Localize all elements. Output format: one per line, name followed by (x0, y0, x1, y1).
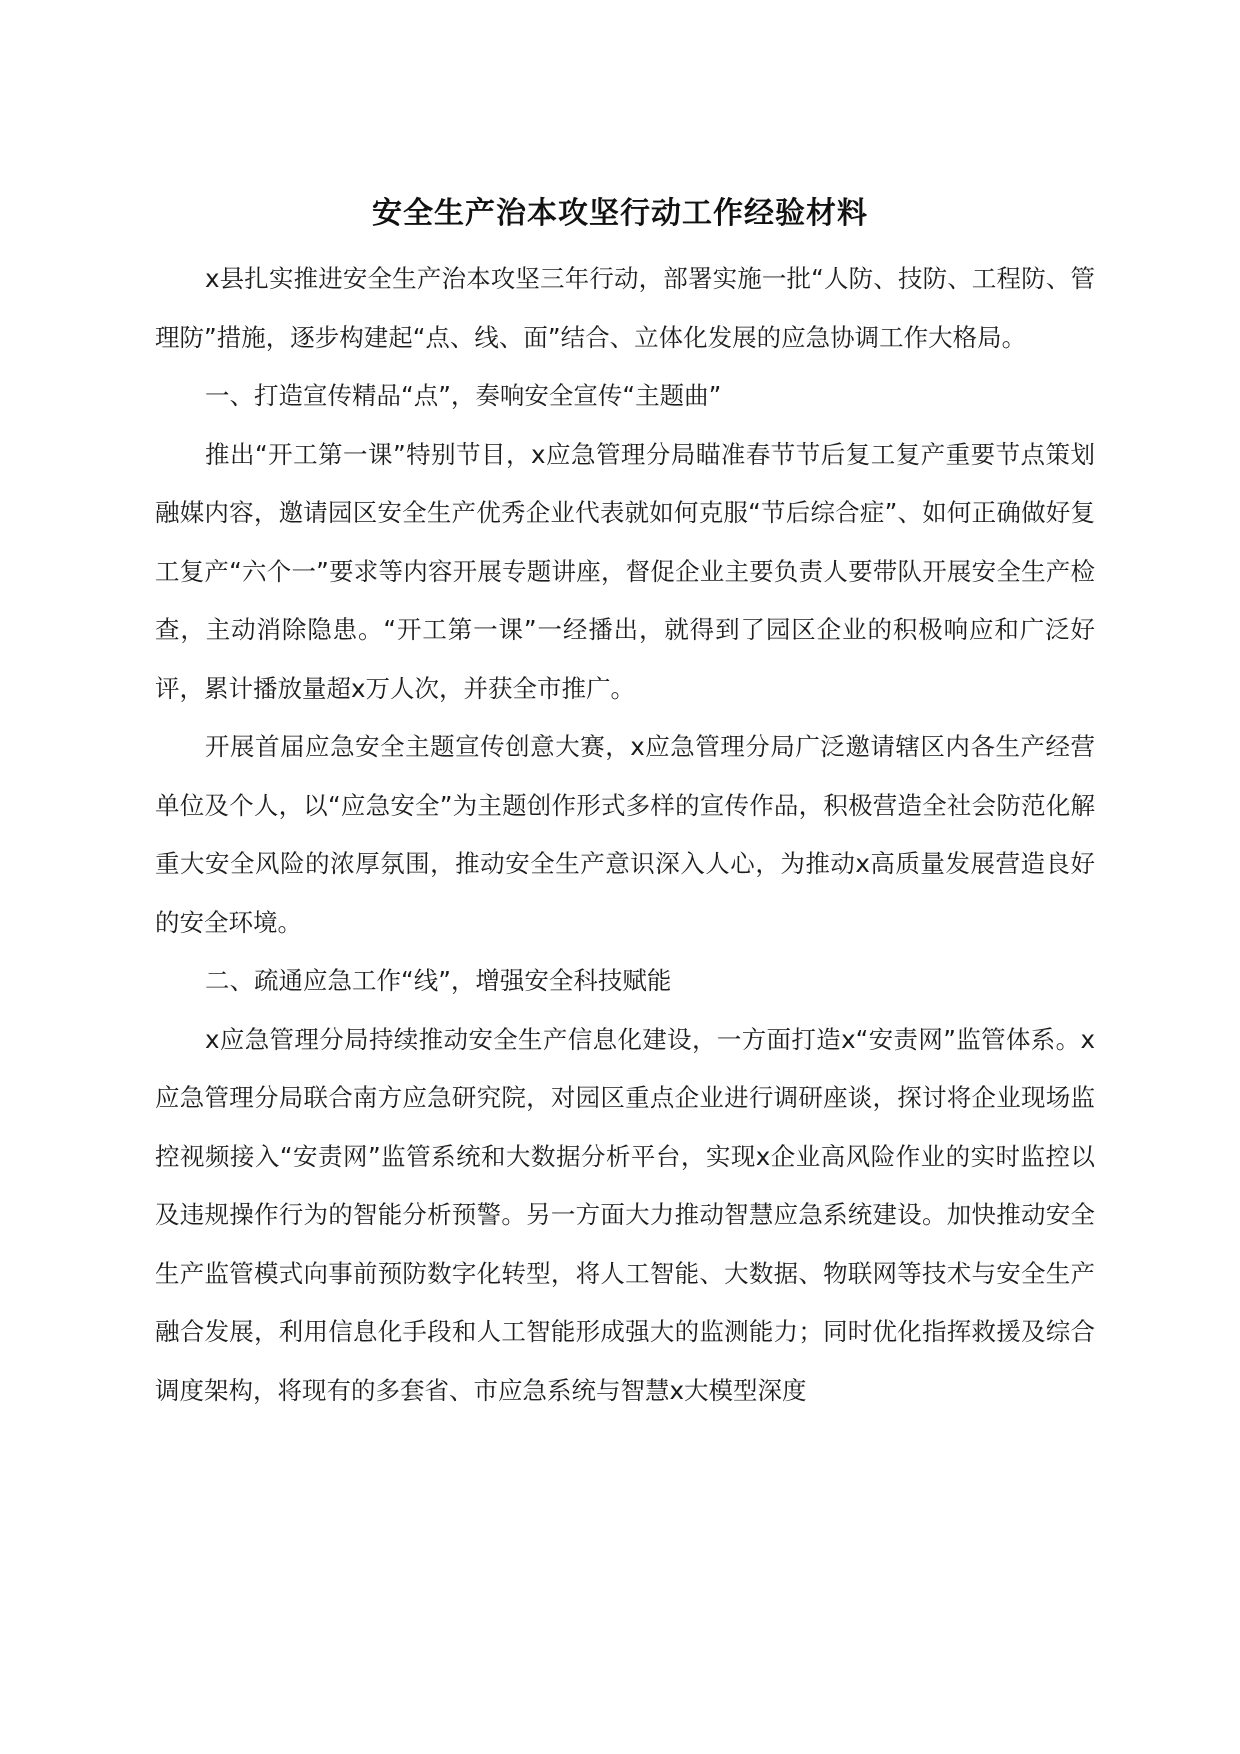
document-title: 安全生产治本攻坚行动工作经验材料 (372, 196, 868, 231)
section-heading-1: 一、打造宣传精品“点”，奏响安全宣传“主题曲” (205, 381, 722, 410)
paragraph-intro: x县扎实推进安全生产治本攻坚三年行动，部署实施一批“人防、技防、工程防、管理防”措施，逐步构建起“点、线、面”结合、立体化发展的应急协调工作大格局。 (155, 264, 1095, 352)
section-heading-2: 二、疏通应急工作“线”，增强安全科技赋能 (205, 966, 672, 995)
paragraph-section-1-a: 推出“开工第一课”特别节目，x应急管理分局瞄准春节节后复工复产重要节点策划融媒内容，邀请园区安全生产优秀企业代表就如何克服“节后综合症”、如何正确做好复工复产“六个一”要求等内容开展专题讲座，督促企业主要负责人要带队开展安全生产检查，主动消除隐患。“开工第一课”一经播出，就得到了园区企业的积极响应和广泛好评，累计播放量超x万人次，并获全市推广。 (155, 439, 1095, 703)
document-body (155, 250, 1095, 1420)
paragraph-section-1-b: 开展首届应急安全主题宣传创意大赛，x应急管理分局广泛邀请辖区内各生产经营单位及个人，以“应急安全”为主题创作形式多样的宣传作品，积极营造全社会防范化解重大安全风险的浓厚氛围，推动安全生产意识深入人心，为推动x高质量发展营造良好的安全环境。 (155, 732, 1095, 937)
paragraph-section-2-a: x应急管理分局持续推动安全生产信息化建设，一方面打造x“安责网”监管体系。x应急管理分局联合南方应急研究院，对园区重点企业进行调研座谈，探讨将企业现场监控视频接入“安责网”监管系统和大数据分析平台，实现x企业高风险作业的实时监控以及违规操作行为的智能分析预警。另一方面大力推动智慧应急系统建设。加快推动安全生产监管模式向事前预防数字化转型，将人工智能、大数据、物联网等技术与安全生产融合发展，利用信息化手段和人工智能形成强大的监测能力；同时优化指挥救援及综合调度架构，将现有的多套省、市应急系统与智慧x大模型深度 (155, 1024, 1095, 1405)
